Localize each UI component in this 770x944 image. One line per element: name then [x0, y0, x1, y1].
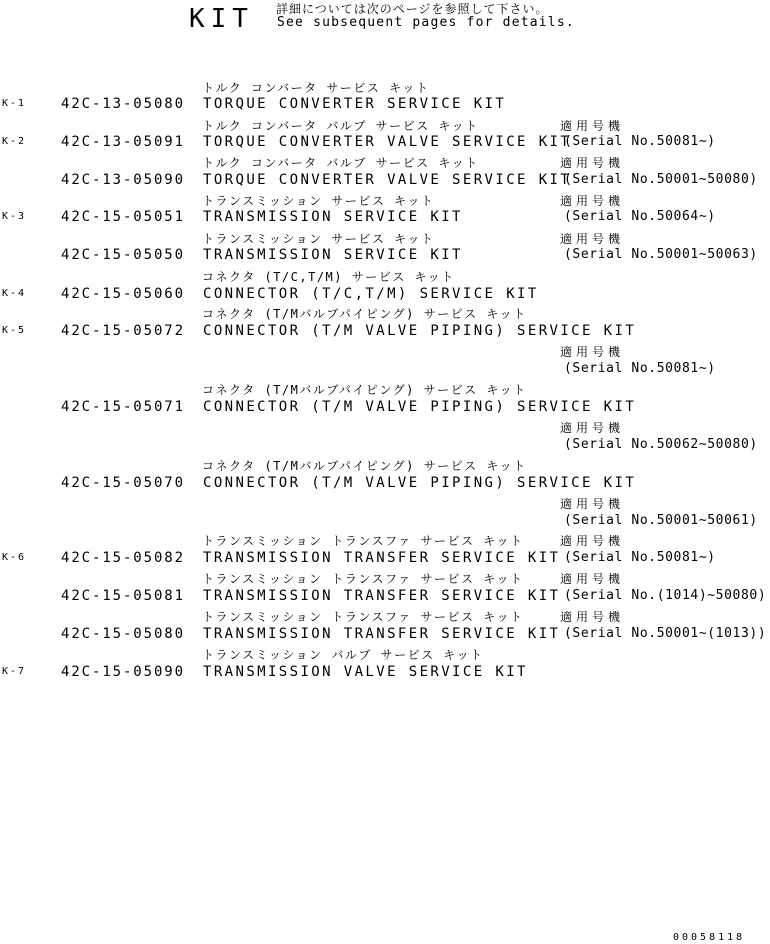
- entry-description: CONNECTOR (T/M VALVE PIPING) SERVICE KIT: [203, 323, 637, 339]
- entry-description: TORQUE CONVERTER VALVE SERVICE KIT: [203, 172, 572, 188]
- entry-description: TRANSMISSION TRANSFER SERVICE KIT: [203, 588, 561, 604]
- entry-ref: K-7: [2, 666, 27, 677]
- entry-description: TRANSMISSION TRANSFER SERVICE KIT: [203, 550, 561, 566]
- entry-serial: (Serial No.50062~50080): [564, 437, 758, 452]
- entry-part-number: 42C-13-05080: [61, 96, 185, 112]
- entry-description: TORQUE CONVERTER VALVE SERVICE KIT: [203, 134, 572, 150]
- entry-part-number: 42C-15-05080: [61, 626, 185, 642]
- entry-applicable-label: 適用号機: [560, 497, 625, 511]
- entry-5-kana-row: [0, 269, 770, 285]
- entry-applicable-label: 適用号機: [560, 610, 625, 624]
- entry-kana: トランスミッション トランスファ サービス キット: [202, 610, 524, 624]
- entry-4-kana-row: [0, 231, 770, 247]
- note-english: See subsequent pages for details.: [277, 15, 575, 30]
- entry-part-number: 42C-13-05090: [61, 172, 185, 188]
- entry-serial: (Serial No.50081~): [564, 361, 716, 376]
- entry-5-row: [0, 286, 770, 302]
- entry-serial: (Serial No.50081~): [564, 550, 716, 565]
- entry-description: CONNECTOR (T/M VALVE PIPING) SERVICE KIT: [203, 475, 637, 491]
- entry-kana: トルク コンバータ バルブ サービス キット: [202, 156, 479, 170]
- entry-kana: トランスミッション トランスファ サービス キット: [202, 534, 524, 548]
- entry-serial: (Serial No.50081~): [564, 134, 716, 149]
- entry-ref: K-2: [2, 136, 27, 147]
- entry-kana: コネクタ (T/Mバルブパイピング) サービス キット: [202, 383, 527, 397]
- entry-kana: トランスミッション サービス キット: [202, 232, 435, 246]
- entry-kana: トルク コンバータ バルブ サービス キット: [202, 119, 479, 133]
- entry-part-number: 42C-15-05072: [61, 323, 185, 339]
- entry-ref: K-3: [2, 211, 27, 222]
- entry-1-kana-row: [0, 118, 770, 134]
- entry-description: CONNECTOR (T/M VALVE PIPING) SERVICE KIT: [203, 399, 637, 415]
- entry-part-number: 42C-15-05090: [61, 664, 185, 680]
- entry-description: TRANSMISSION VALVE SERVICE KIT: [203, 664, 528, 680]
- entry-6-serial-row: [0, 361, 770, 377]
- entry-7-serial-row: [0, 437, 770, 453]
- entry-serial: (Serial No.50001~50080): [564, 172, 758, 187]
- entry-description: TORQUE CONVERTER SERVICE KIT: [203, 96, 507, 112]
- entry-part-number: 42C-15-05070: [61, 475, 185, 491]
- entry-7-applicable-row: [0, 420, 770, 436]
- entry-description: TRANSMISSION TRANSFER SERVICE KIT: [203, 626, 561, 642]
- entry-description: CONNECTOR (T/C,T/M) SERVICE KIT: [203, 286, 539, 302]
- entry-7-row: [0, 399, 770, 415]
- entry-11-kana-row: [0, 609, 770, 625]
- entry-ref: K-6: [2, 552, 27, 563]
- entry-6-row: [0, 323, 770, 339]
- entry-kana: コネクタ (T/C,T/M) サービス キット: [202, 270, 455, 284]
- entry-6-kana-row: [0, 306, 770, 322]
- entry-8-serial-row: [0, 513, 770, 529]
- entry-applicable-label: 適用号機: [560, 572, 625, 586]
- entry-9-row: [0, 550, 770, 566]
- entry-ref: K-5: [2, 325, 27, 336]
- entry-description: TRANSMISSION SERVICE KIT: [203, 247, 463, 263]
- entry-9-kana-row: [0, 533, 770, 549]
- entry-applicable-label: 適用号機: [560, 534, 625, 548]
- entry-kana: コネクタ (T/Mバルブパイピング) サービス キット: [202, 459, 527, 473]
- entry-serial: (Serial No.50001~50063): [564, 247, 758, 262]
- entry-part-number: 42C-15-05051: [61, 209, 185, 225]
- entry-7-kana-row: [0, 382, 770, 398]
- entry-kana: トランスミッション サービス キット: [202, 194, 435, 208]
- entry-6-applicable-row: [0, 344, 770, 360]
- entry-ref: K-4: [2, 288, 27, 299]
- entry-applicable-label: 適用号機: [560, 119, 625, 133]
- entry-description: TRANSMISSION SERVICE KIT: [203, 209, 463, 225]
- entry-kana: トランスミッション トランスファ サービス キット: [202, 572, 524, 586]
- entry-3-row: [0, 209, 770, 225]
- entry-applicable-label: 適用号機: [560, 232, 625, 246]
- entry-kana: コネクタ (T/Mバルブパイピング) サービス キット: [202, 307, 527, 321]
- entry-part-number: 42C-13-05091: [61, 134, 185, 150]
- entry-11-row: [0, 626, 770, 642]
- entry-8-kana-row: [0, 458, 770, 474]
- entry-kana: トルク コンバータ サービス キット: [202, 81, 430, 95]
- entry-part-number: 42C-15-05082: [61, 550, 185, 566]
- entry-4-row: [0, 247, 770, 263]
- entry-serial: (Serial No.50064~): [564, 209, 716, 224]
- entry-10-row: [0, 588, 770, 604]
- entry-0-kana-row: [0, 80, 770, 96]
- entry-applicable-label: 適用号機: [560, 421, 625, 435]
- entry-0-row: [0, 96, 770, 112]
- entry-2-kana-row: [0, 155, 770, 171]
- page-title: KIT: [189, 4, 254, 34]
- entry-1-row: [0, 134, 770, 150]
- entry-8-row: [0, 475, 770, 491]
- entry-serial: (Serial No.50001~50061): [564, 513, 758, 528]
- entry-applicable-label: 適用号機: [560, 345, 625, 359]
- entry-serial: (Serial No.(1014)~50080): [564, 588, 767, 603]
- entry-part-number: 42C-15-05050: [61, 247, 185, 263]
- entry-part-number: 42C-15-05060: [61, 286, 185, 302]
- entry-part-number: 42C-15-05081: [61, 588, 185, 604]
- entry-ref: K-1: [2, 98, 27, 109]
- entry-serial: (Serial No.50001~(1013)): [564, 626, 767, 641]
- entry-12-row: [0, 664, 770, 680]
- entry-12-kana-row: [0, 647, 770, 663]
- entry-part-number: 42C-15-05071: [61, 399, 185, 415]
- entry-8-applicable-row: [0, 496, 770, 512]
- entry-applicable-label: 適用号機: [560, 194, 625, 208]
- entry-kana: トランスミッション バルブ サービス キット: [202, 648, 484, 662]
- entry-2-row: [0, 172, 770, 188]
- document-number: 00058118: [673, 932, 746, 943]
- entry-3-kana-row: [0, 193, 770, 209]
- note-japanese: 詳細については次のページを参照して下さい。: [276, 2, 549, 16]
- entry-10-kana-row: [0, 571, 770, 587]
- entry-applicable-label: 適用号機: [560, 156, 625, 170]
